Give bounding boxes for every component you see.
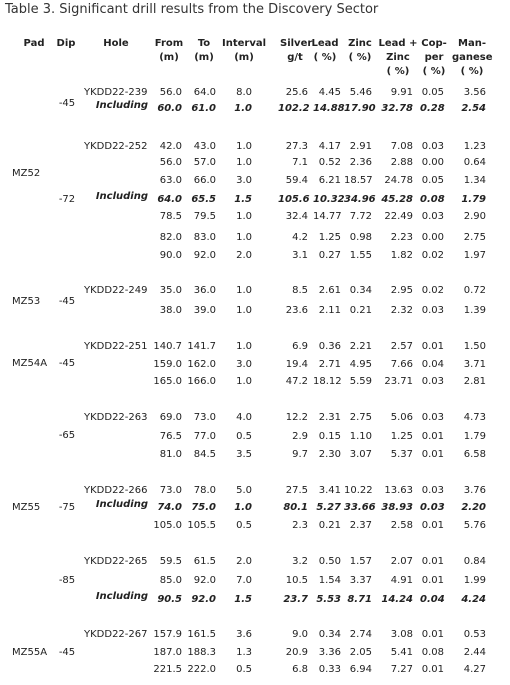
cell-leadzinc: 1.82 bbox=[390, 250, 413, 261]
cell-lead: 5.53 bbox=[316, 594, 341, 605]
cell-interval: 1.0 bbox=[236, 211, 252, 222]
header-to: To bbox=[197, 38, 211, 49]
cell-from: 73.0 bbox=[159, 485, 182, 496]
cell-interval: 1.0 bbox=[234, 502, 252, 513]
cell-from: 90.5 bbox=[157, 594, 182, 605]
table-title: Table 3. Significant drill results from the Discovery Sector bbox=[5, 2, 379, 17]
cell-lead: 10.32 bbox=[313, 194, 345, 205]
cell-copper: 0.01 bbox=[421, 629, 444, 640]
cell-lead: 0.34 bbox=[318, 629, 341, 640]
cell-from: 56.0 bbox=[159, 87, 182, 98]
cell-from: 60.0 bbox=[157, 103, 182, 114]
header-copper: ( %) bbox=[422, 66, 446, 77]
cell-leadzinc: 5.37 bbox=[390, 449, 413, 460]
cell-manganese: 3.56 bbox=[463, 87, 486, 98]
cell-silver: 3.2 bbox=[292, 556, 308, 567]
cell-zinc: 7.72 bbox=[349, 211, 372, 222]
cell-from: 157.9 bbox=[153, 629, 182, 640]
cell-copper: 0.08 bbox=[421, 647, 444, 658]
cell-to: 162.0 bbox=[187, 359, 216, 370]
cell-interval: 1.0 bbox=[236, 305, 252, 316]
cell-silver: 8.5 bbox=[292, 285, 308, 296]
cell-from: 63.0 bbox=[159, 175, 182, 186]
hole-id: YKDD22-249 bbox=[84, 285, 148, 296]
dip-value: -45 bbox=[58, 647, 76, 658]
cell-manganese: 2.81 bbox=[463, 376, 486, 387]
header-from: (m) bbox=[159, 52, 179, 63]
cell-lead: 1.54 bbox=[318, 575, 341, 586]
cell-copper: 0.08 bbox=[420, 194, 445, 205]
hole-id: YKDD22-263 bbox=[84, 412, 148, 423]
cell-to: 188.3 bbox=[187, 647, 216, 658]
cell-lead: 0.33 bbox=[318, 664, 341, 675]
cell-to: 84.5 bbox=[193, 449, 216, 460]
cell-zinc: 10.22 bbox=[344, 485, 373, 496]
cell-zinc: 0.34 bbox=[349, 285, 372, 296]
header-manganese: ganese bbox=[452, 52, 493, 63]
cell-zinc: 17.90 bbox=[344, 103, 376, 114]
cell-zinc: 6.94 bbox=[349, 664, 372, 675]
dip-value: -45 bbox=[58, 98, 76, 109]
cell-zinc: 33.66 bbox=[344, 502, 376, 513]
cell-zinc: 2.05 bbox=[349, 647, 372, 658]
cell-silver: 80.1 bbox=[283, 502, 308, 513]
cell-manganese: 2.54 bbox=[461, 103, 486, 114]
cell-interval: 1.0 bbox=[236, 232, 252, 243]
cell-interval: 0.5 bbox=[236, 431, 252, 442]
cell-leadzinc: 45.28 bbox=[381, 194, 413, 205]
cell-manganese: 3.76 bbox=[463, 485, 486, 496]
cell-to: 78.0 bbox=[193, 485, 216, 496]
hole-id: YKDD22-267 bbox=[84, 629, 148, 640]
hole-including-label: Including bbox=[95, 191, 148, 202]
cell-from: 74.0 bbox=[157, 502, 182, 513]
cell-copper: 0.03 bbox=[421, 485, 444, 496]
cell-copper: 0.01 bbox=[421, 431, 444, 442]
cell-zinc: 2.21 bbox=[349, 341, 372, 352]
cell-zinc: 5.59 bbox=[349, 376, 372, 387]
cell-zinc: 2.36 bbox=[349, 157, 372, 168]
cell-copper: 0.04 bbox=[421, 359, 444, 370]
cell-manganese: 1.34 bbox=[463, 175, 486, 186]
cell-lead: 18.12 bbox=[313, 376, 342, 387]
cell-zinc: 34.96 bbox=[344, 194, 376, 205]
hole-including-label: Including bbox=[95, 591, 148, 602]
cell-from: 76.5 bbox=[159, 431, 182, 442]
cell-leadzinc: 2.23 bbox=[390, 232, 413, 243]
cell-from: 140.7 bbox=[153, 341, 182, 352]
cell-silver: 20.9 bbox=[285, 647, 308, 658]
cell-interval: 3.0 bbox=[236, 175, 252, 186]
cell-lead: 3.41 bbox=[318, 485, 341, 496]
cell-interval: 0.5 bbox=[236, 664, 252, 675]
cell-interval: 1.0 bbox=[236, 376, 252, 387]
cell-copper: 0.28 bbox=[420, 103, 445, 114]
cell-manganese: 5.76 bbox=[463, 520, 486, 531]
cell-to: 92.0 bbox=[193, 575, 216, 586]
cell-interval: 2.0 bbox=[236, 556, 252, 567]
cell-zinc: 5.46 bbox=[349, 87, 372, 98]
cell-to: 64.0 bbox=[193, 87, 216, 98]
cell-to: 39.0 bbox=[193, 305, 216, 316]
cell-silver: 23.7 bbox=[283, 594, 308, 605]
cell-manganese: 0.84 bbox=[463, 556, 486, 567]
cell-silver: 7.1 bbox=[292, 157, 308, 168]
cell-manganese: 1.39 bbox=[463, 305, 486, 316]
cell-manganese: 0.64 bbox=[463, 157, 486, 168]
hole-id: YKDD22-265 bbox=[84, 556, 148, 567]
cell-copper: 0.01 bbox=[421, 520, 444, 531]
header-leadzinc: Zinc bbox=[386, 52, 410, 63]
cell-from: 78.5 bbox=[159, 211, 182, 222]
cell-silver: 59.4 bbox=[285, 175, 308, 186]
header-zinc: Zinc bbox=[348, 38, 372, 49]
cell-zinc: 2.74 bbox=[349, 629, 372, 640]
cell-silver: 9.7 bbox=[292, 449, 308, 460]
cell-copper: 0.03 bbox=[421, 211, 444, 222]
hole-id: YKDD22-252 bbox=[84, 141, 148, 152]
dip-value: -72 bbox=[58, 194, 76, 205]
cell-copper: 0.03 bbox=[421, 376, 444, 387]
cell-leadzinc: 23.71 bbox=[384, 376, 413, 387]
header-copper: per bbox=[424, 52, 444, 63]
cell-interval: 1.5 bbox=[234, 594, 252, 605]
cell-lead: 2.61 bbox=[318, 285, 341, 296]
cell-from: 42.0 bbox=[159, 141, 182, 152]
cell-to: 73.0 bbox=[193, 412, 216, 423]
cell-zinc: 1.10 bbox=[349, 431, 372, 442]
cell-copper: 0.05 bbox=[421, 175, 444, 186]
cell-copper: 0.01 bbox=[421, 556, 444, 567]
cell-interval: 4.0 bbox=[236, 412, 252, 423]
cell-lead: 2.30 bbox=[318, 449, 341, 460]
cell-silver: 47.2 bbox=[285, 376, 308, 387]
hole-id: YKDD22-266 bbox=[84, 485, 148, 496]
cell-copper: 0.00 bbox=[421, 157, 444, 168]
cell-leadzinc: 2.07 bbox=[390, 556, 413, 567]
cell-interval: 1.0 bbox=[234, 103, 252, 114]
cell-lead: 0.50 bbox=[318, 556, 341, 567]
cell-silver: 6.8 bbox=[292, 664, 308, 675]
pad-label: MZ52 bbox=[12, 168, 41, 179]
cell-silver: 6.9 bbox=[292, 341, 308, 352]
cell-from: 159.0 bbox=[153, 359, 182, 370]
cell-from: 187.0 bbox=[153, 647, 182, 658]
cell-interval: 1.0 bbox=[236, 341, 252, 352]
cell-leadzinc: 32.78 bbox=[381, 103, 413, 114]
cell-from: 105.0 bbox=[153, 520, 182, 531]
cell-leadzinc: 13.63 bbox=[384, 485, 413, 496]
cell-interval: 1.3 bbox=[236, 647, 252, 658]
cell-manganese: 6.58 bbox=[463, 449, 486, 460]
cell-from: 81.0 bbox=[159, 449, 182, 460]
cell-interval: 3.0 bbox=[236, 359, 252, 370]
cell-from: 56.0 bbox=[159, 157, 182, 168]
cell-copper: 0.03 bbox=[421, 141, 444, 152]
cell-zinc: 4.95 bbox=[349, 359, 372, 370]
dip-value: -45 bbox=[58, 296, 76, 307]
cell-to: 61.5 bbox=[193, 556, 216, 567]
cell-manganese: 1.79 bbox=[461, 194, 486, 205]
cell-copper: 0.02 bbox=[421, 250, 444, 261]
cell-lead: 14.77 bbox=[313, 211, 342, 222]
cell-from: 221.5 bbox=[153, 664, 182, 675]
header-to: (m) bbox=[194, 52, 214, 63]
header-from: From bbox=[154, 38, 184, 49]
cell-manganese: 2.75 bbox=[463, 232, 486, 243]
hole-id: YKDD22-239 bbox=[84, 87, 148, 98]
cell-silver: 2.3 bbox=[292, 520, 308, 531]
cell-interval: 3.5 bbox=[236, 449, 252, 460]
cell-copper: 0.04 bbox=[420, 594, 445, 605]
cell-lead: 0.52 bbox=[318, 157, 341, 168]
cell-manganese: 4.27 bbox=[463, 664, 486, 675]
cell-to: 66.0 bbox=[193, 175, 216, 186]
header-interval: (m) bbox=[234, 52, 254, 63]
cell-silver: 4.2 bbox=[292, 232, 308, 243]
cell-manganese: 0.72 bbox=[463, 285, 486, 296]
header-copper: Cop- bbox=[421, 38, 447, 49]
cell-leadzinc: 14.24 bbox=[381, 594, 413, 605]
cell-to: 75.0 bbox=[191, 502, 216, 513]
cell-copper: 0.00 bbox=[421, 232, 444, 243]
cell-lead: 2.11 bbox=[318, 305, 341, 316]
cell-from: 69.0 bbox=[159, 412, 182, 423]
cell-lead: 4.45 bbox=[318, 87, 341, 98]
cell-silver: 10.5 bbox=[285, 575, 308, 586]
cell-zinc: 18.57 bbox=[344, 175, 373, 186]
header-leadzinc: Lead + bbox=[378, 38, 418, 49]
header-lead: Lead bbox=[311, 38, 339, 49]
header-dip: Dip bbox=[56, 38, 76, 49]
cell-to: 77.0 bbox=[193, 431, 216, 442]
pad-label: MZ55A bbox=[12, 647, 48, 658]
dip-value: -45 bbox=[58, 358, 76, 369]
cell-lead: 0.21 bbox=[318, 520, 341, 531]
cell-interval: 5.0 bbox=[236, 485, 252, 496]
cell-to: 222.0 bbox=[187, 664, 216, 675]
cell-leadzinc: 2.58 bbox=[390, 520, 413, 531]
cell-manganese: 2.20 bbox=[461, 502, 486, 513]
cell-leadzinc: 5.06 bbox=[390, 412, 413, 423]
cell-to: 83.0 bbox=[193, 232, 216, 243]
cell-copper: 0.01 bbox=[421, 449, 444, 460]
cell-leadzinc: 22.49 bbox=[384, 211, 413, 222]
cell-interval: 8.0 bbox=[236, 87, 252, 98]
cell-to: 92.0 bbox=[193, 250, 216, 261]
cell-silver: 3.1 bbox=[292, 250, 308, 261]
cell-silver: 23.6 bbox=[285, 305, 308, 316]
cell-zinc: 0.98 bbox=[349, 232, 372, 243]
header-zinc: ( %) bbox=[348, 52, 372, 63]
cell-copper: 0.03 bbox=[421, 305, 444, 316]
pad-label: MZ53 bbox=[12, 296, 41, 307]
cell-lead: 14.88 bbox=[313, 103, 345, 114]
cell-zinc: 8.71 bbox=[347, 594, 372, 605]
cell-manganese: 1.79 bbox=[463, 431, 486, 442]
cell-manganese: 2.44 bbox=[463, 647, 486, 658]
cell-leadzinc: 2.95 bbox=[390, 285, 413, 296]
cell-interval: 7.0 bbox=[236, 575, 252, 586]
cell-silver: 9.0 bbox=[292, 629, 308, 640]
cell-from: 85.0 bbox=[159, 575, 182, 586]
cell-manganese: 0.53 bbox=[463, 629, 486, 640]
header-hole: Hole bbox=[103, 38, 129, 49]
cell-interval: 1.0 bbox=[236, 141, 252, 152]
cell-lead: 0.36 bbox=[318, 341, 341, 352]
cell-copper: 0.01 bbox=[421, 341, 444, 352]
cell-to: 57.0 bbox=[193, 157, 216, 168]
cell-silver: 12.2 bbox=[285, 412, 308, 423]
header-leadzinc: ( %) bbox=[386, 66, 410, 77]
cell-to: 92.0 bbox=[191, 594, 216, 605]
cell-leadzinc: 5.41 bbox=[390, 647, 413, 658]
cell-lead: 1.25 bbox=[318, 232, 341, 243]
cell-lead: 4.17 bbox=[318, 141, 341, 152]
cell-from: 82.0 bbox=[159, 232, 182, 243]
cell-to: 141.7 bbox=[187, 341, 216, 352]
cell-to: 65.5 bbox=[191, 194, 216, 205]
hole-id: YKDD22-251 bbox=[84, 341, 148, 352]
header-manganese: Man- bbox=[458, 38, 486, 49]
cell-zinc: 1.57 bbox=[349, 556, 372, 567]
cell-lead: 5.27 bbox=[316, 502, 341, 513]
dip-value: -65 bbox=[58, 430, 76, 441]
cell-interval: 1.5 bbox=[234, 194, 252, 205]
cell-zinc: 3.37 bbox=[349, 575, 372, 586]
cell-to: 161.5 bbox=[187, 629, 216, 640]
cell-interval: 2.0 bbox=[236, 250, 252, 261]
header-interval: Interval bbox=[222, 38, 267, 49]
cell-interval: 3.6 bbox=[236, 629, 252, 640]
header-silver: g/t bbox=[287, 52, 303, 63]
cell-manganese: 1.97 bbox=[463, 250, 486, 261]
cell-from: 59.5 bbox=[159, 556, 182, 567]
cell-leadzinc: 2.57 bbox=[390, 341, 413, 352]
pad-label: MZ54A bbox=[12, 358, 48, 369]
cell-leadzinc: 4.91 bbox=[390, 575, 413, 586]
cell-manganese: 4.73 bbox=[463, 412, 486, 423]
cell-to: 36.0 bbox=[193, 285, 216, 296]
cell-silver: 2.9 bbox=[292, 431, 308, 442]
cell-manganese: 3.71 bbox=[463, 359, 486, 370]
cell-silver: 102.2 bbox=[278, 103, 310, 114]
cell-copper: 0.03 bbox=[420, 502, 445, 513]
cell-leadzinc: 2.32 bbox=[390, 305, 413, 316]
cell-lead: 0.15 bbox=[318, 431, 341, 442]
cell-leadzinc: 7.66 bbox=[390, 359, 413, 370]
cell-silver: 25.6 bbox=[285, 87, 308, 98]
cell-copper: 0.05 bbox=[421, 87, 444, 98]
cell-from: 38.0 bbox=[159, 305, 182, 316]
cell-leadzinc: 7.08 bbox=[390, 141, 413, 152]
cell-to: 79.5 bbox=[193, 211, 216, 222]
cell-leadzinc: 2.88 bbox=[390, 157, 413, 168]
header-pad: Pad bbox=[23, 38, 45, 49]
cell-copper: 0.03 bbox=[421, 412, 444, 423]
cell-silver: 32.4 bbox=[285, 211, 308, 222]
pad-label: MZ55 bbox=[12, 502, 41, 513]
header-lead: ( %) bbox=[313, 52, 337, 63]
cell-leadzinc: 1.25 bbox=[390, 431, 413, 442]
cell-leadzinc: 7.27 bbox=[390, 664, 413, 675]
cell-from: 35.0 bbox=[159, 285, 182, 296]
cell-from: 90.0 bbox=[159, 250, 182, 261]
cell-lead: 0.27 bbox=[318, 250, 341, 261]
cell-lead: 3.36 bbox=[318, 647, 341, 658]
cell-from: 165.0 bbox=[153, 376, 182, 387]
cell-copper: 0.01 bbox=[421, 575, 444, 586]
cell-manganese: 1.99 bbox=[463, 575, 486, 586]
cell-to: 166.0 bbox=[187, 376, 216, 387]
cell-zinc: 2.91 bbox=[349, 141, 372, 152]
cell-to: 43.0 bbox=[193, 141, 216, 152]
dip-value: -85 bbox=[58, 575, 76, 586]
cell-interval: 1.0 bbox=[236, 157, 252, 168]
cell-interval: 0.5 bbox=[236, 520, 252, 531]
header-manganese: ( %) bbox=[460, 66, 484, 77]
cell-silver: 19.4 bbox=[285, 359, 308, 370]
cell-leadzinc: 24.78 bbox=[384, 175, 413, 186]
cell-to: 105.5 bbox=[187, 520, 216, 531]
cell-zinc: 2.37 bbox=[349, 520, 372, 531]
cell-lead: 6.21 bbox=[318, 175, 341, 186]
cell-lead: 2.31 bbox=[318, 412, 341, 423]
cell-silver: 27.5 bbox=[285, 485, 308, 496]
cell-leadzinc: 9.91 bbox=[390, 87, 413, 98]
cell-zinc: 2.75 bbox=[349, 412, 372, 423]
cell-from: 64.0 bbox=[157, 194, 182, 205]
cell-manganese: 4.24 bbox=[461, 594, 486, 605]
cell-lead: 2.71 bbox=[318, 359, 341, 370]
cell-copper: 0.01 bbox=[421, 664, 444, 675]
cell-leadzinc: 38.93 bbox=[381, 502, 413, 513]
header-silver: Silver bbox=[280, 38, 313, 49]
cell-manganese: 2.90 bbox=[463, 211, 486, 222]
cell-copper: 0.02 bbox=[421, 285, 444, 296]
cell-silver: 105.6 bbox=[278, 194, 310, 205]
cell-silver: 27.3 bbox=[285, 141, 308, 152]
cell-manganese: 1.23 bbox=[463, 141, 486, 152]
cell-leadzinc: 3.08 bbox=[390, 629, 413, 640]
cell-zinc: 1.55 bbox=[349, 250, 372, 261]
cell-manganese: 1.50 bbox=[463, 341, 486, 352]
hole-including-label: Including bbox=[95, 100, 148, 111]
cell-zinc: 3.07 bbox=[349, 449, 372, 460]
dip-value: -75 bbox=[58, 502, 76, 513]
cell-to: 61.0 bbox=[191, 103, 216, 114]
cell-interval: 1.0 bbox=[236, 285, 252, 296]
cell-zinc: 0.21 bbox=[349, 305, 372, 316]
hole-including-label: Including bbox=[95, 499, 148, 510]
